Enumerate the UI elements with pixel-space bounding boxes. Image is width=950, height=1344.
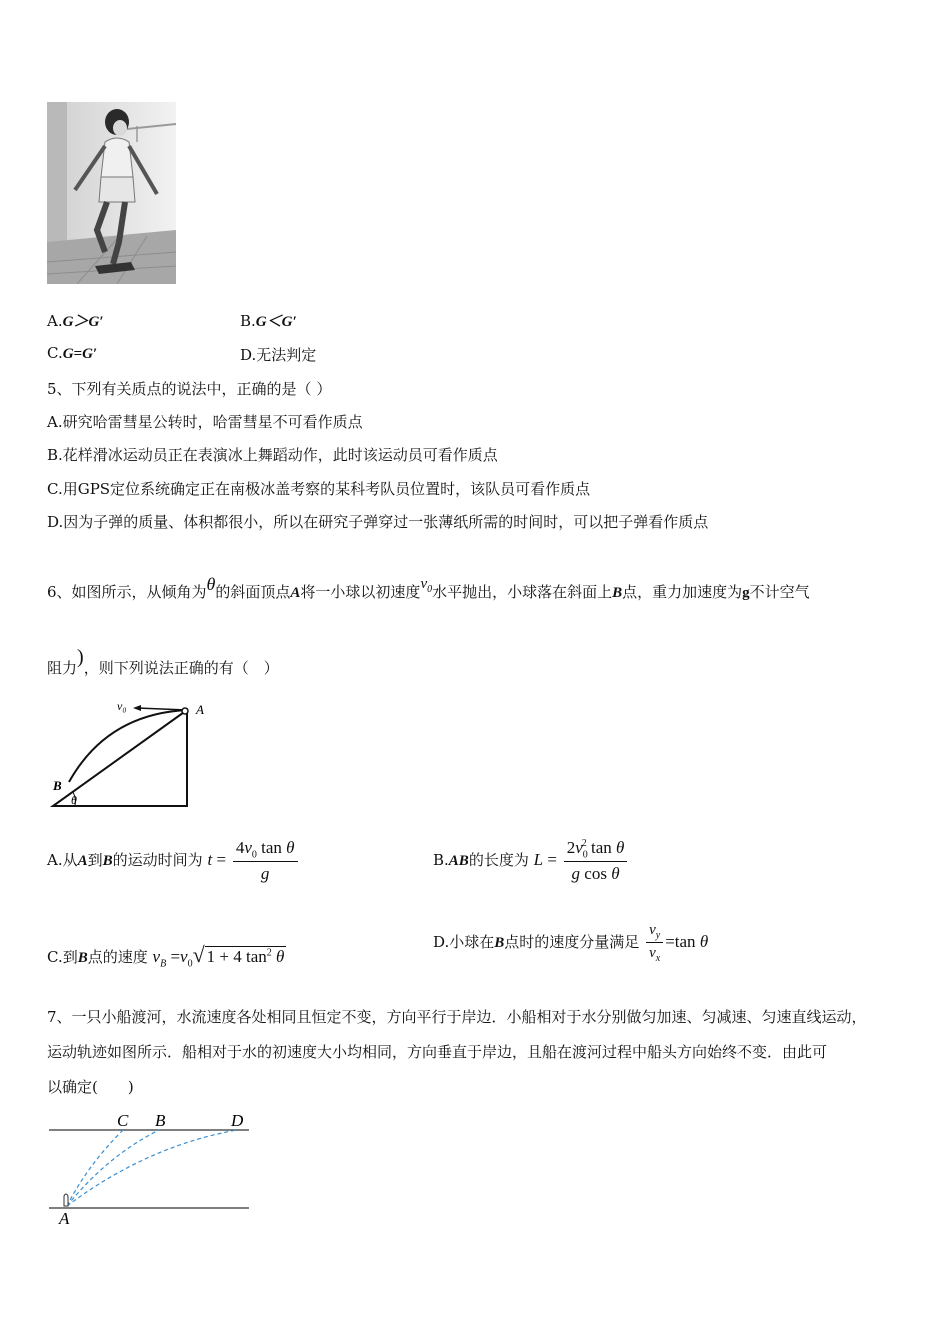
q6-option-a: A.从A到B的运动时间为 t = $\frac{4v_0 \tan \theta}{g}$ (47, 838, 300, 884)
formula-l: L (533, 850, 544, 870)
g-symbol: g (742, 585, 750, 601)
closing-paren: ) (77, 646, 84, 668)
diagram-a-label: A (196, 702, 204, 717)
q7-stem-line1: 7、一只小船渡河，水流速度各处相同且恒定不变，方向平行于岸边．小船相对于水分别做匀加速、匀减速、匀速直线运动， (47, 1008, 867, 1026)
diagram-b-label: B (53, 778, 62, 793)
formula-velocity-ratio: $\frac{v_y}{v_x}$ (646, 922, 663, 964)
q5-option-d: D.因为子弹的质量、体积都很小，所以在研究子弹穿过一张薄纸所需的时间时，可以把子弹看作质点 (47, 513, 709, 531)
point-b-label: B (77, 950, 88, 966)
diagram-c-label: C (117, 1111, 129, 1130)
diagram-b-label: B (155, 1111, 166, 1130)
q6-stem-part: 不计空气 (749, 583, 810, 601)
q6-stem-part: 阻力 (47, 659, 78, 677)
segment-ab-label: AB (448, 853, 469, 870)
point-b-label: B (102, 853, 113, 870)
q6-option-b-text: 的长度为 (468, 851, 529, 870)
point-a-label: A (77, 853, 88, 870)
q4-option-b (240, 310, 297, 331)
v0-symbol: $v_0$ (420, 576, 433, 595)
q4-option-b-expr: G＜G′ (255, 314, 297, 330)
q6-option-a-text: 到 (87, 851, 103, 870)
theta-symbol: θ (206, 574, 216, 594)
formula-length-fraction: $\frac{2v_0^2 \tan \theta}{\text{g cos θ}}$ (564, 838, 628, 884)
diagram-d-label: D (231, 1111, 244, 1130)
q6-option-a-text: 的运动时间为 (112, 851, 203, 870)
q6-stem-part: 的斜面顶点 (215, 583, 291, 601)
diagram-a-label: A (59, 1209, 70, 1228)
formula-t: t (207, 850, 213, 870)
q6-option-a-text: A.从 (47, 851, 78, 870)
q6-stem-part: 将一小球以初速度 (300, 583, 421, 601)
q6-option-d-text: D.小球在 (433, 933, 495, 951)
q6-option-d: D.小球在B点时的速度分量满足 $\frac{v_y}{v_x}$ =tan θ (433, 922, 709, 964)
q6-option-b-text: B. (433, 851, 449, 870)
diagram-v0-label: v₀ (117, 699, 127, 713)
q6-stem-part: 6、如图所示，从倾角为 (47, 583, 207, 601)
q6-stem-line2 (47, 646, 279, 679)
q6-option-b: B.AB的长度为 L = $\frac{2v_0^2 \tan \theta}{\text{g cos θ}}$ (433, 838, 629, 884)
formula-vb: $v_B =v_0√$ 1 + 4 $\tan^2 \theta$ (152, 942, 285, 970)
point-b-label: B (494, 935, 505, 951)
q4-option-a-label: A. (47, 312, 63, 330)
scale-photo (47, 102, 176, 284)
q7-stem-line3: 以确定( ) (47, 1078, 134, 1096)
q4-option-a (47, 310, 104, 331)
formula-time-fraction: $\frac{4v_0 \tan \theta}{g}$ (233, 838, 298, 884)
q7-stem-line2: 运动轨迹如图所示．船相对于水的初速度大小均相同，方向垂直于岸边，且船在渡河过程中船头方向始终不变．由此可 (47, 1043, 828, 1061)
projectile-incline-diagram (47, 698, 222, 817)
q6-stem-line1 (47, 574, 810, 604)
diagram-theta-label: θ (71, 793, 77, 807)
q6-option-c-text: 点的速度 (87, 948, 148, 966)
q4-option-c-expr: G=G′ (62, 346, 98, 362)
q6-option-d-text: 点时的速度分量满足 (504, 933, 640, 951)
river-crossing-diagram (47, 1106, 257, 1235)
q4-option-d: D.无法判定 (240, 346, 317, 364)
q4-option-a-expr: G＞G′ (62, 314, 104, 330)
point-b-label: B (612, 585, 623, 601)
q6-option-c-text: C.到 (47, 948, 78, 966)
q5-option-b: B.花样滑冰运动员正在表演冰上舞蹈动作，此时该运动员可看作质点 (47, 446, 498, 464)
q6-option-c (47, 942, 286, 969)
q4-option-b-label: B. (240, 312, 256, 330)
q6-stem-part: ，则下列说法正确的有（ ） (83, 659, 279, 677)
q6-stem-part: 点，重力加速度为 (622, 583, 743, 601)
q4-option-c-label: C. (47, 344, 63, 362)
q5-option-c: C.用GPS定位系统确定正在南极冰盖考察的某科考队员位置时，该队员可看作质点 (47, 480, 591, 498)
point-a-label: A (290, 585, 301, 601)
q5-stem: 5、下列有关质点的说法中，正确的是（ ） (47, 380, 332, 398)
q5-option-a: A.研究哈雷彗星公转时，哈雷彗星不可看作质点 (47, 413, 363, 431)
q4-option-c (47, 344, 97, 363)
q6-stem-part: 水平抛出，小球落在斜面上 (432, 583, 613, 601)
